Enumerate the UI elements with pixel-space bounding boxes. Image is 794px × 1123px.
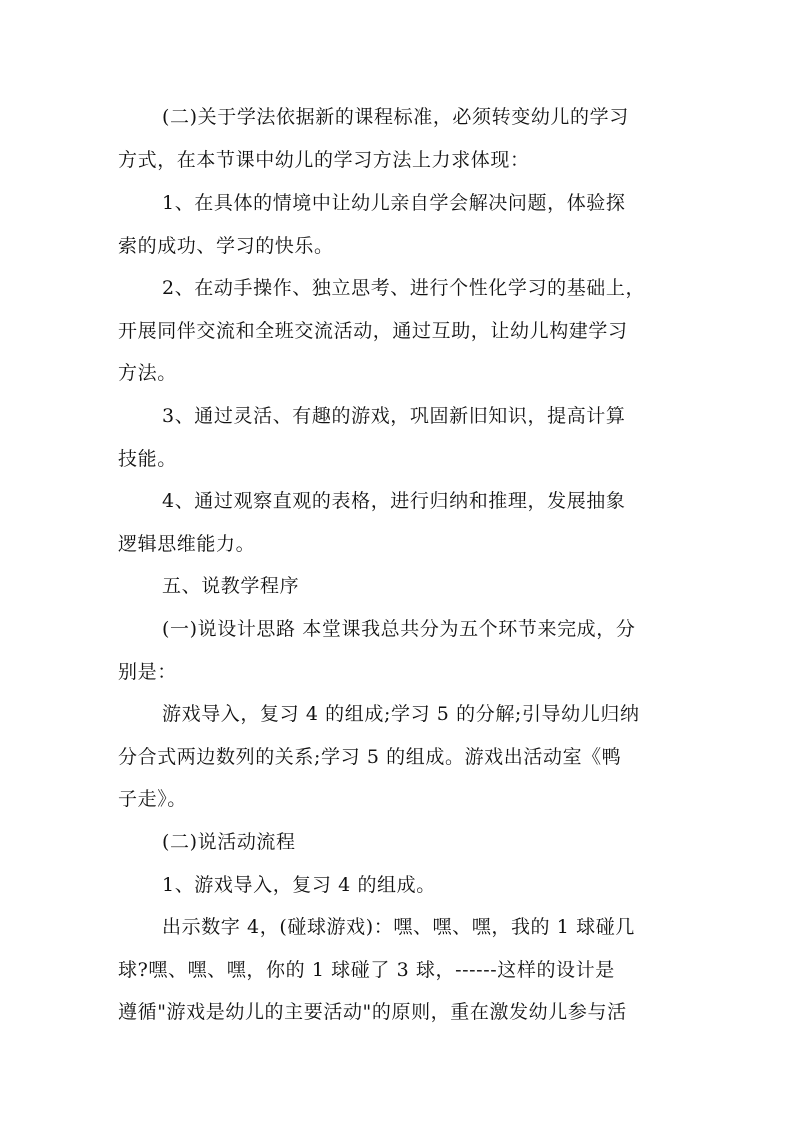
paragraph-line: 遵循"游戏是幼儿的主要活动"的原则，重在激发幼儿参与活: [118, 1001, 627, 1023]
paragraph-line: 技能。: [118, 448, 177, 470]
paragraph-line: 游戏导入，复习 4 的组成;学习 5 的分解;引导幼儿归纳: [162, 703, 640, 725]
paragraph-line: 逻辑思维能力。: [118, 533, 256, 555]
paragraph-line: 2、在动手操作、独立思考、进行个性化学习的基础上，: [162, 277, 646, 299]
paragraph-line: 索的成功、学习的快乐。: [118, 235, 334, 257]
subsection-heading: (二)说活动流程: [162, 831, 296, 853]
paragraph-line: 出示数字 4，(碰球游戏)：嘿、嘿、嘿，我的 1 球碰几: [162, 916, 635, 938]
paragraph-line: (二)关于学法依据新的课程标准，必须转变幼儿的学习: [162, 106, 629, 128]
section-heading: 五、说教学程序: [162, 575, 300, 597]
paragraph-line: 方法。: [118, 362, 177, 384]
paragraph-line: 1、在具体的情境中让幼儿亲自学会解决问题，体验探: [162, 192, 626, 214]
paragraph-line: 分合式两边数列的关系;学习 5 的组成。游戏出活动室《鸭: [118, 746, 622, 768]
paragraph-line: 4、通过观察直观的表格，进行归纳和推理，发展抽象: [162, 490, 626, 512]
paragraph-line: 子走》。: [118, 788, 187, 810]
paragraph-line: 别是：: [118, 661, 177, 683]
paragraph-line: 3、通过灵活、有趣的游戏，巩固新旧知识，提高计算: [162, 405, 626, 427]
paragraph-line: 方式，在本节课中幼儿的学习方法上力求体现：: [118, 149, 530, 171]
paragraph-line: 球?嘿、嘿、嘿，你的 1 球碰了 3 球，------这样的设计是: [118, 959, 615, 981]
paragraph-line: (一)说设计思路 本堂课我总共分为五个环节来完成，分: [162, 618, 636, 640]
paragraph-line: 1、游戏导入，复习 4 的组成。: [162, 874, 436, 896]
paragraph-line: 开展同伴交流和全班交流活动，通过互助，让幼儿构建学习: [118, 320, 628, 342]
